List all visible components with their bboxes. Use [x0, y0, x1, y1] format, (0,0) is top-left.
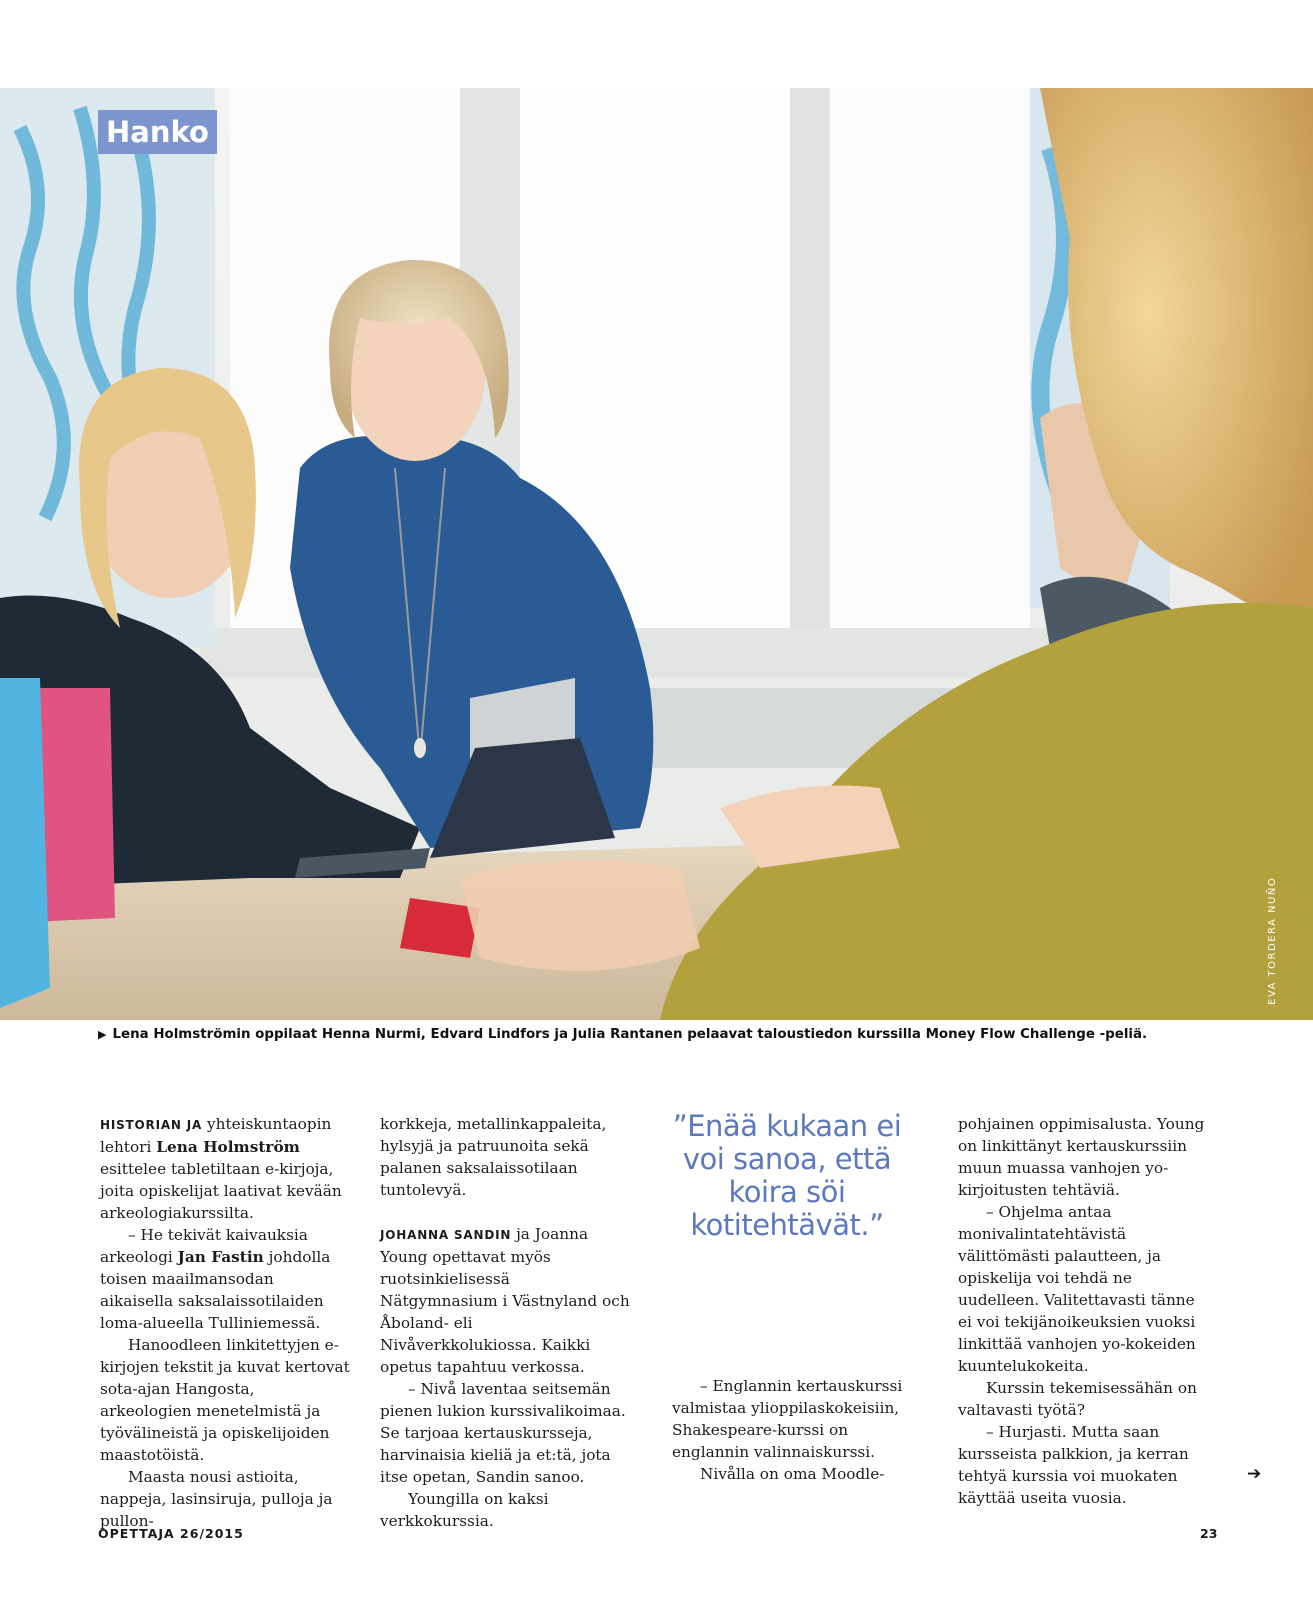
paragraph: Youngilla on kaksi verkkokurssia. — [380, 1490, 549, 1530]
person-name: Jan Fastin — [177, 1248, 264, 1266]
paragraph: – He tekivät kaivauksia arkeologi Jan Fastin johdolla toisen maailmansodan aikaisella saksalaissotilaiden loma-alueella Tulliniemessä. — [100, 1226, 331, 1332]
pull-quote: ”Enää kukaan ei voi sanoa, että koira söi kotitehtävät.” — [672, 1109, 902, 1242]
paragraph: – Ohjelma antaa monivalintatehtävistä välittömästi palautteen, ja opiskelija voi tehdä ne uudelleen. Valitettavasti tänne ei voi tekijänoikeuksien vuoksi linkittää vanhojen yo-kokeiden kuuntelukokeita. — [958, 1203, 1196, 1375]
article-column-2 — [380, 1113, 630, 1532]
paragraph: – Nivå laventaa seitsemän pienen lukion kurssivalikoimaa. Se tarjoaa kertauskursseja, harvinaisia kieliä ja et:tä, jota itse opetan, Sandin sanoo. — [380, 1380, 626, 1486]
location-tag: Hanko — [98, 110, 217, 154]
photo-credit: EVA TORDERA NUÑO — [1267, 876, 1278, 1005]
caption-text: Lena Holmströmin oppilaat Henna Nurmi, Edvard Lindfors ja Julia Rantanen pelaavat taloustiedon kurssilla Money Flow Challenge -peliä. — [112, 1027, 1148, 1042]
paragraph: pohjainen oppimisalusta. Young on linkittänyt kertauskurssiin muun muassa vanhojen yo-kirjoitusten tehtäviä. — [958, 1115, 1205, 1199]
photo-caption — [98, 1027, 1228, 1042]
paragraph: – Hurjasti. Mutta saan kursseista palkkion, ja kerran tehtyä kurssia voi muokaten käyttää useita vuosia. — [958, 1423, 1189, 1507]
article-column-3 — [672, 1375, 912, 1485]
page-number: 23 — [1200, 1526, 1218, 1541]
article-column-1 — [100, 1113, 350, 1532]
lead-in: JOHANNA SANDIN — [380, 1228, 512, 1242]
person-name: Lena Holmström — [156, 1138, 300, 1156]
lead-in: HISTORIAN JA — [100, 1118, 203, 1132]
paragraph: Hanoodleen linkitettyjen e-kirjojen tekstit ja kuvat kertovat sota-ajan Hangosta, arkeologien menetelmistä ja työvälineistä ja opiskelijoiden maastotöistä. — [100, 1336, 350, 1464]
paragraph: Kurssin tekemisessähän on valtavasti työtä? — [958, 1379, 1197, 1419]
continue-arrow-icon: ➔ — [1247, 1464, 1262, 1484]
magazine-issue: OPETTAJA 26/2015 — [98, 1526, 244, 1541]
article-column-4 — [958, 1113, 1208, 1509]
classroom-photo-illustration — [0, 88, 1313, 1020]
classroom-photo — [0, 88, 1313, 1020]
paragraph: korkkeja, metallinkappaleita, hylsyjä ja patruunoita sekä palanen saksalaissotilaan tuntolevyä. — [380, 1115, 607, 1199]
paragraph: HISTORIAN JA yhteiskuntaopin lehtori Lena Holmström esittelee tabletiltaan e-kirjoja, joita opiskelijat laativat kevään arkeologiakurssilta. — [100, 1115, 342, 1222]
paragraph: Maasta nousi astioita, nappeja, lasinsiruja, pulloja ja pullon- — [100, 1468, 333, 1530]
caption-marker-icon: ▶ — [98, 1028, 107, 1041]
paragraph: Nivålla on oma Moodle- — [700, 1465, 885, 1483]
paragraph: – Englannin kertauskurssi valmistaa ylioppilaskokeisiin, Shakespeare-kurssi on englannin valinnaiskurssi. — [672, 1377, 903, 1461]
paragraph: JOHANNA SANDIN ja Joanna Young opettavat myös ruotsinkielisessä Nätgymnasium i Västnyland och Åboland- eli Nivåverkkolukiossa. Kaikki opetus tapahtuu verkossa. — [380, 1225, 630, 1376]
